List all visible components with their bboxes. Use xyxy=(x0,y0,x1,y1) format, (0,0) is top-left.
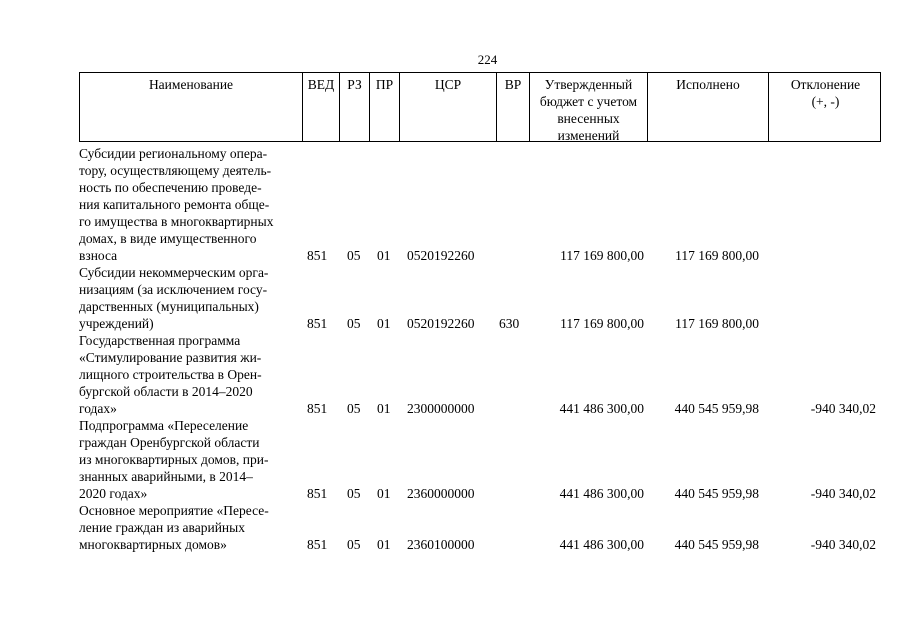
header-deviation xyxy=(769,73,882,141)
header-budget-line: бюджет с учетом xyxy=(539,94,638,109)
cell-ved: 851 xyxy=(307,486,328,501)
cell-pr: 01 xyxy=(377,248,391,263)
cell-executed: 117 169 800,00 xyxy=(675,248,759,263)
header-csr: ЦСР xyxy=(400,73,497,141)
header-rz: РЗ xyxy=(340,73,370,141)
cell-deviation: -940 340,02 xyxy=(810,486,876,501)
header-deviation-line: (+, -) xyxy=(811,94,840,109)
cell-ved: 851 xyxy=(307,316,328,331)
cell-deviation: -940 340,02 xyxy=(810,537,876,552)
cell-ved: 851 xyxy=(307,248,328,263)
row-name xyxy=(79,417,301,502)
cell-executed: 440 545 959,98 xyxy=(674,537,759,552)
header-pr: ПР xyxy=(370,73,400,141)
header-budget-line: Утвержденный xyxy=(544,77,633,92)
header-budget xyxy=(530,73,648,141)
row-name xyxy=(79,145,301,264)
row-name-line: многоквартирных домов» xyxy=(79,537,227,552)
header-name: Наименование xyxy=(80,73,303,141)
cell-csr: 2360000000 xyxy=(407,486,475,501)
row-name-line: Подпрограмма «Переселение xyxy=(79,418,249,433)
cell-rz: 05 xyxy=(347,537,361,552)
header-executed: Исполнено xyxy=(648,73,769,141)
row-name-line: Основное мероприятие «Пересе- xyxy=(79,503,269,518)
row-name-line: учреждений) xyxy=(79,316,154,331)
header-deviation-line: Отклонение xyxy=(790,77,861,92)
row-name-line: Государственная программа xyxy=(79,333,241,348)
cell-deviation: -940 340,02 xyxy=(810,401,876,416)
header-ved: ВЕД xyxy=(303,73,340,141)
table-row xyxy=(79,264,881,332)
cell-pr: 01 xyxy=(377,486,391,501)
header-budget-line: внесенных xyxy=(557,111,620,126)
page-number: 224 xyxy=(477,52,498,67)
row-name-line: Субсидии некоммерческим орга- xyxy=(79,265,269,280)
row-name-line: лищного строительства в Орен- xyxy=(79,367,262,382)
cell-ved: 851 xyxy=(307,401,328,416)
cell-ved: 851 xyxy=(307,537,328,552)
row-name xyxy=(79,332,301,417)
cell-vr: 630 xyxy=(499,316,520,331)
cell-pr: 01 xyxy=(377,316,391,331)
row-name-line: ление граждан из аварийных xyxy=(79,520,245,535)
row-name-line: тору, осуществляющему деятель- xyxy=(79,163,272,178)
row-name-line: бургской области в 2014–2020 xyxy=(79,384,253,399)
cell-csr: 2300000000 xyxy=(407,401,475,416)
table-row xyxy=(79,332,881,417)
row-name-line: «Стимулирование развития жи- xyxy=(79,350,262,365)
row-name xyxy=(79,264,301,332)
cell-budget: 441 486 300,00 xyxy=(559,486,644,501)
table-row xyxy=(79,417,881,502)
cell-csr: 0520192260 xyxy=(407,316,475,331)
row-name-line: Субсидии региональному опера- xyxy=(79,146,268,161)
cell-pr: 01 xyxy=(377,401,391,416)
cell-budget: 441 486 300,00 xyxy=(559,537,644,552)
row-name-line: низациям (за исключением госу- xyxy=(79,282,268,297)
cell-pr: 01 xyxy=(377,537,391,552)
row-name-line: домах, в виде имущественного xyxy=(79,231,257,246)
row-name-line: годах» xyxy=(79,401,117,416)
row-name-line: 2020 годах» xyxy=(79,486,148,501)
cell-csr: 2360100000 xyxy=(407,537,475,552)
header-budget-line: изменений xyxy=(557,128,620,143)
table-row xyxy=(79,145,881,264)
table-header xyxy=(79,72,881,142)
row-name-line: го имущества в многоквартирных xyxy=(79,214,274,229)
cell-rz: 05 xyxy=(347,248,361,263)
cell-executed: 117 169 800,00 xyxy=(675,316,759,331)
row-name-line: знанных аварийными, в 2014– xyxy=(79,469,253,484)
cell-executed: 440 545 959,98 xyxy=(674,401,759,416)
row-name-line: ность по обеспечению проведе- xyxy=(79,180,262,195)
cell-budget: 441 486 300,00 xyxy=(559,401,644,416)
cell-rz: 05 xyxy=(347,401,361,416)
row-name-line: из многоквартирных домов, при- xyxy=(79,452,269,467)
cell-executed: 440 545 959,98 xyxy=(674,486,759,501)
table-body xyxy=(79,145,881,553)
row-name xyxy=(79,502,301,553)
table-row xyxy=(79,502,881,553)
row-name-line: дарственных (муниципальных) xyxy=(79,299,259,314)
row-name-line: ния капитального ремонта обще- xyxy=(79,197,270,212)
cell-rz: 05 xyxy=(347,316,361,331)
cell-budget: 117 169 800,00 xyxy=(560,316,644,331)
header-vr: ВР xyxy=(497,73,530,141)
row-name-line: взноса xyxy=(79,248,118,263)
cell-rz: 05 xyxy=(347,486,361,501)
cell-budget: 117 169 800,00 xyxy=(560,248,644,263)
row-name-line: граждан Оренбургской области xyxy=(79,435,260,450)
cell-csr: 0520192260 xyxy=(407,248,475,263)
